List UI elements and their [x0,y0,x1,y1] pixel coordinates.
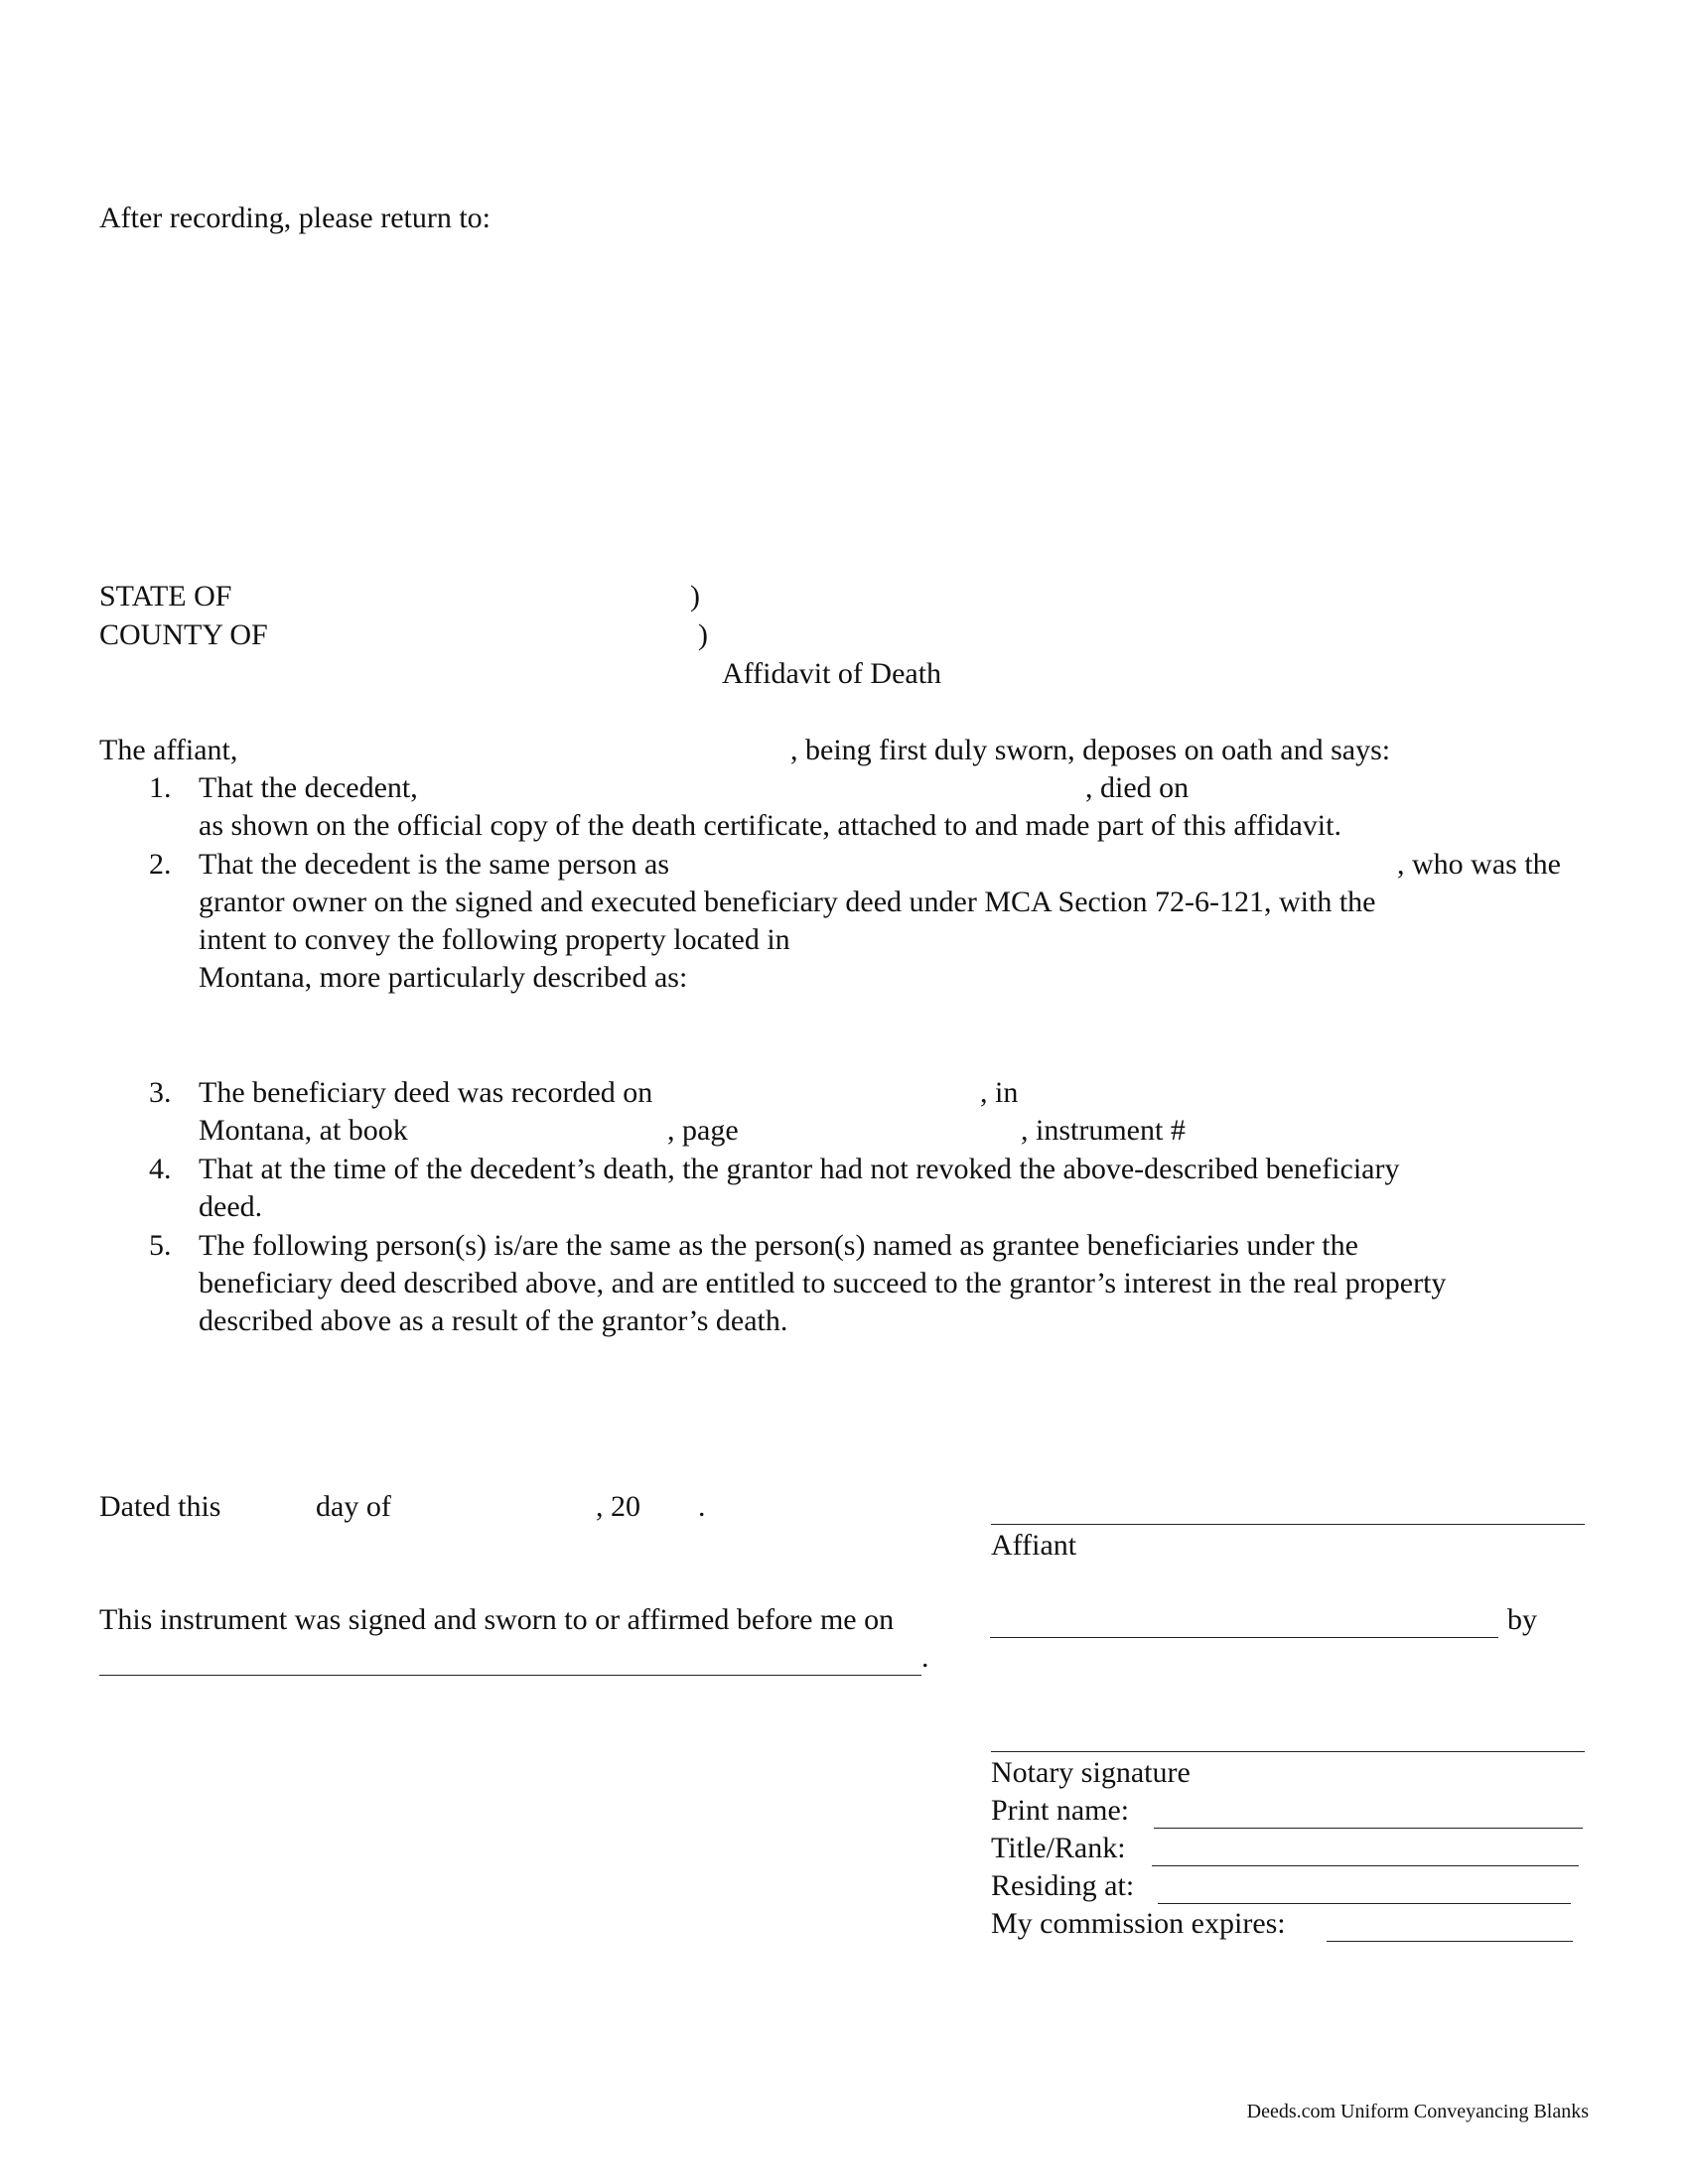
item-3-text-c: Montana, at book [199,1114,408,1147]
state-paren: ) [690,580,700,613]
residing-at-label: Residing at: [991,1869,1135,1902]
item-5-text-a: The following person(s) is/are the same as the person(s) named as grantee beneficiaries under the [199,1229,1358,1262]
item-5-text-c: described above as a result of the grantor’s death. [199,1304,788,1337]
item-2-number: 2. [149,848,172,881]
item-2-text-b: , who was the [1397,848,1561,881]
item-3-number: 3. [149,1076,172,1109]
item-2-text-d: intent to convey the following property located in [199,923,790,956]
affiant-label: Affiant [991,1529,1077,1562]
document-title: Affidavit of Death [722,657,942,690]
item-1-text-a: That the decedent, [199,771,418,804]
sworn-period: . [921,1641,929,1674]
return-to-label: After recording, please return to: [99,202,491,234]
commission-expires-label: My commission expires: [991,1907,1286,1940]
item-2-text-a: That the decedent is the same person as [199,848,669,881]
item-1-text-b: , died on [1085,771,1190,804]
print-name-label: Print name: [991,1794,1130,1827]
title-rank-line[interactable] [1152,1865,1579,1866]
notary-signature-line[interactable] [991,1751,1585,1752]
item-3-text-a: The beneficiary deed was recorded on [199,1076,653,1109]
item-4-text-a: That at the time of the decedent’s death, the grantor had not revoked the above-described beneficiary [199,1153,1400,1185]
item-4-text-b: deed. [199,1190,263,1223]
county-paren: ) [698,618,708,651]
item-2-text-e: Montana, more particularly described as: [199,961,688,994]
item-5-number: 5. [149,1229,172,1262]
affiant-signature-line[interactable] [991,1524,1585,1525]
item-3-text-d: , page [667,1114,739,1147]
commission-expires-line[interactable] [1327,1941,1573,1942]
dated-day-of: day of [316,1490,391,1523]
sworn-date-line[interactable] [990,1637,1498,1638]
item-3-text-e: , instrument # [1021,1114,1186,1147]
item-1-number: 1. [149,771,172,804]
sworn-text: This instrument was signed and sworn to or affirmed before me on [99,1603,895,1636]
sworn-name-line[interactable] [99,1675,921,1676]
item-5-text-b: beneficiary deed described above, and are entitled to succeed to the grantor’s interest in the real property [199,1267,1447,1299]
item-3-text-b: , in [980,1076,1019,1109]
dated-year-prefix: , 20 [596,1490,640,1523]
print-name-line[interactable] [1154,1828,1583,1829]
intro-prefix: The affiant, [99,734,238,766]
dated-prefix: Dated this [99,1490,221,1523]
county-of-label: COUNTY OF [99,618,268,651]
sworn-by: by [1507,1603,1537,1636]
notary-signature-label: Notary signature [991,1756,1191,1789]
footer-credit: Deeds.com Uniform Conveyancing Blanks [1246,2101,1589,2122]
residing-at-line[interactable] [1158,1903,1571,1904]
item-1-text-c: as shown on the official copy of the death certificate, attached to and made part of this affidavit. [199,809,1341,842]
intro-suffix: , being first duly sworn, deposes on oath and says: [790,734,1391,766]
item-4-number: 4. [149,1153,172,1185]
state-of-label: STATE OF [99,580,232,613]
title-rank-label: Title/Rank: [991,1832,1126,1864]
dated-period: . [698,1490,706,1523]
item-2-text-c: grantor owner on the signed and executed beneficiary deed under MCA Section 72-6-121, with the [199,886,1376,918]
